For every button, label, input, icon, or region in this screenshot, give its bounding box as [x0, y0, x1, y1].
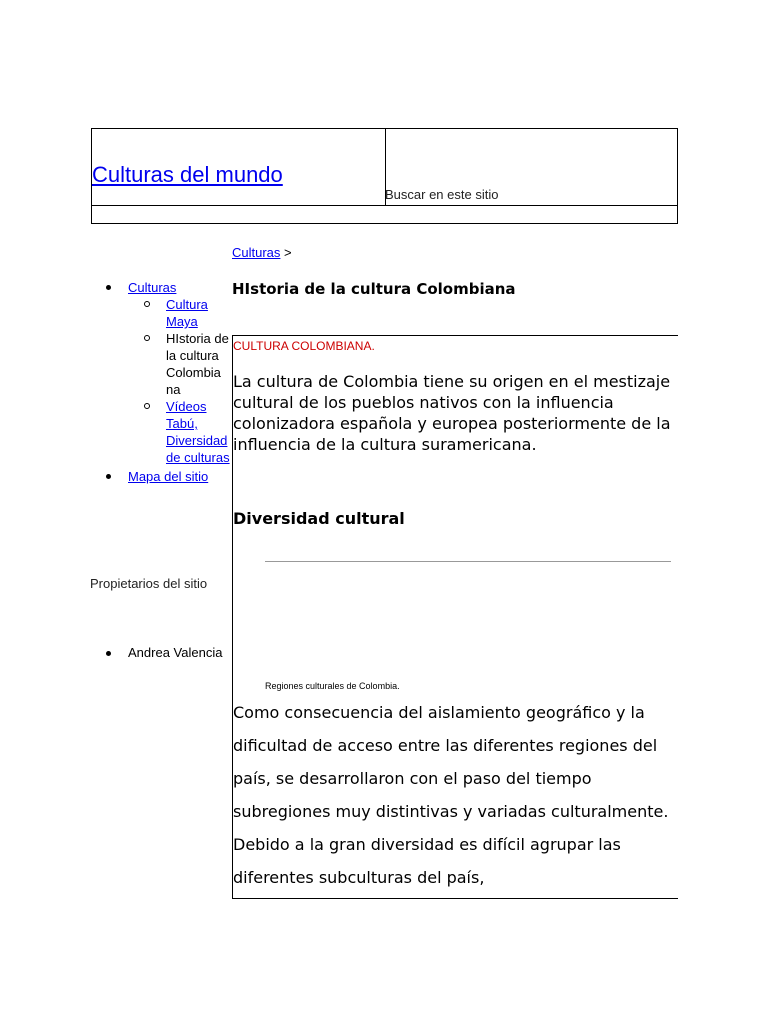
- sidebar-link-cultura-maya[interactable]: Cultura Maya: [166, 297, 208, 329]
- site-header: [91, 128, 678, 224]
- section-kicker: CULTURA COLOMBIANA.: [233, 339, 375, 353]
- sidebar-nav: [90, 279, 230, 487]
- sidebar-subitem-videos: [128, 398, 230, 466]
- section-heading: Diversidad cultural: [233, 509, 405, 528]
- site-owners-title: Propietarios del sitio: [90, 576, 208, 591]
- sidebar-link-culturas[interactable]: Culturas: [128, 280, 177, 295]
- horizontal-rule: [265, 561, 671, 562]
- nav-list: [90, 279, 230, 485]
- breadcrumb-link-culturas[interactable]: Culturas: [232, 245, 281, 260]
- header-divider: [92, 205, 677, 206]
- site-owner-item: Andrea Valencia: [90, 645, 222, 660]
- body-paragraph: Como consecuencia del aislamiento geográfico y la dificultad de acceso entre las diferentes regiones del país, se desarrollaron con el paso del tiempo subregiones muy distintivas y variadas culturalmente. Debido a la gran diversidad es difícil agrupar las diferentes subculturas del país,: [233, 703, 669, 887]
- sidebar-current-page-label: HIstoria de la cultura Colombia na: [166, 331, 229, 397]
- sidebar-subitem-historia-current: [128, 330, 230, 398]
- search-label: Buscar en este sitio: [385, 187, 499, 202]
- intro-paragraph: La cultura de Colombia tiene su origen en el mestizaje cultural de los pueblos nativos con la influencia colonizadora española y europea posteriormente de la influencia de la cultura suramericana.: [233, 372, 671, 454]
- breadcrumb-separator: >: [284, 245, 292, 260]
- sidebar-subitem-cultura-maya: [128, 296, 230, 330]
- sidebar-item-mapa: [90, 468, 230, 485]
- content-frame: [232, 335, 678, 899]
- sidebar-item-culturas: [90, 279, 230, 466]
- breadcrumb: [232, 245, 292, 260]
- header-title-cell: [92, 129, 386, 205]
- sidebar-link-videos[interactable]: Vídeos Tabú, Diversidad de culturas: [166, 399, 230, 465]
- image-caption: Regiones culturales de Colombia.: [265, 681, 400, 691]
- site-title-link[interactable]: Culturas del mundo: [92, 162, 283, 187]
- sub-list: [128, 296, 230, 466]
- page-title: HIstoria de la cultura Colombiana: [232, 280, 516, 298]
- sidebar-link-mapa-del-sitio[interactable]: Mapa del sitio: [128, 469, 209, 484]
